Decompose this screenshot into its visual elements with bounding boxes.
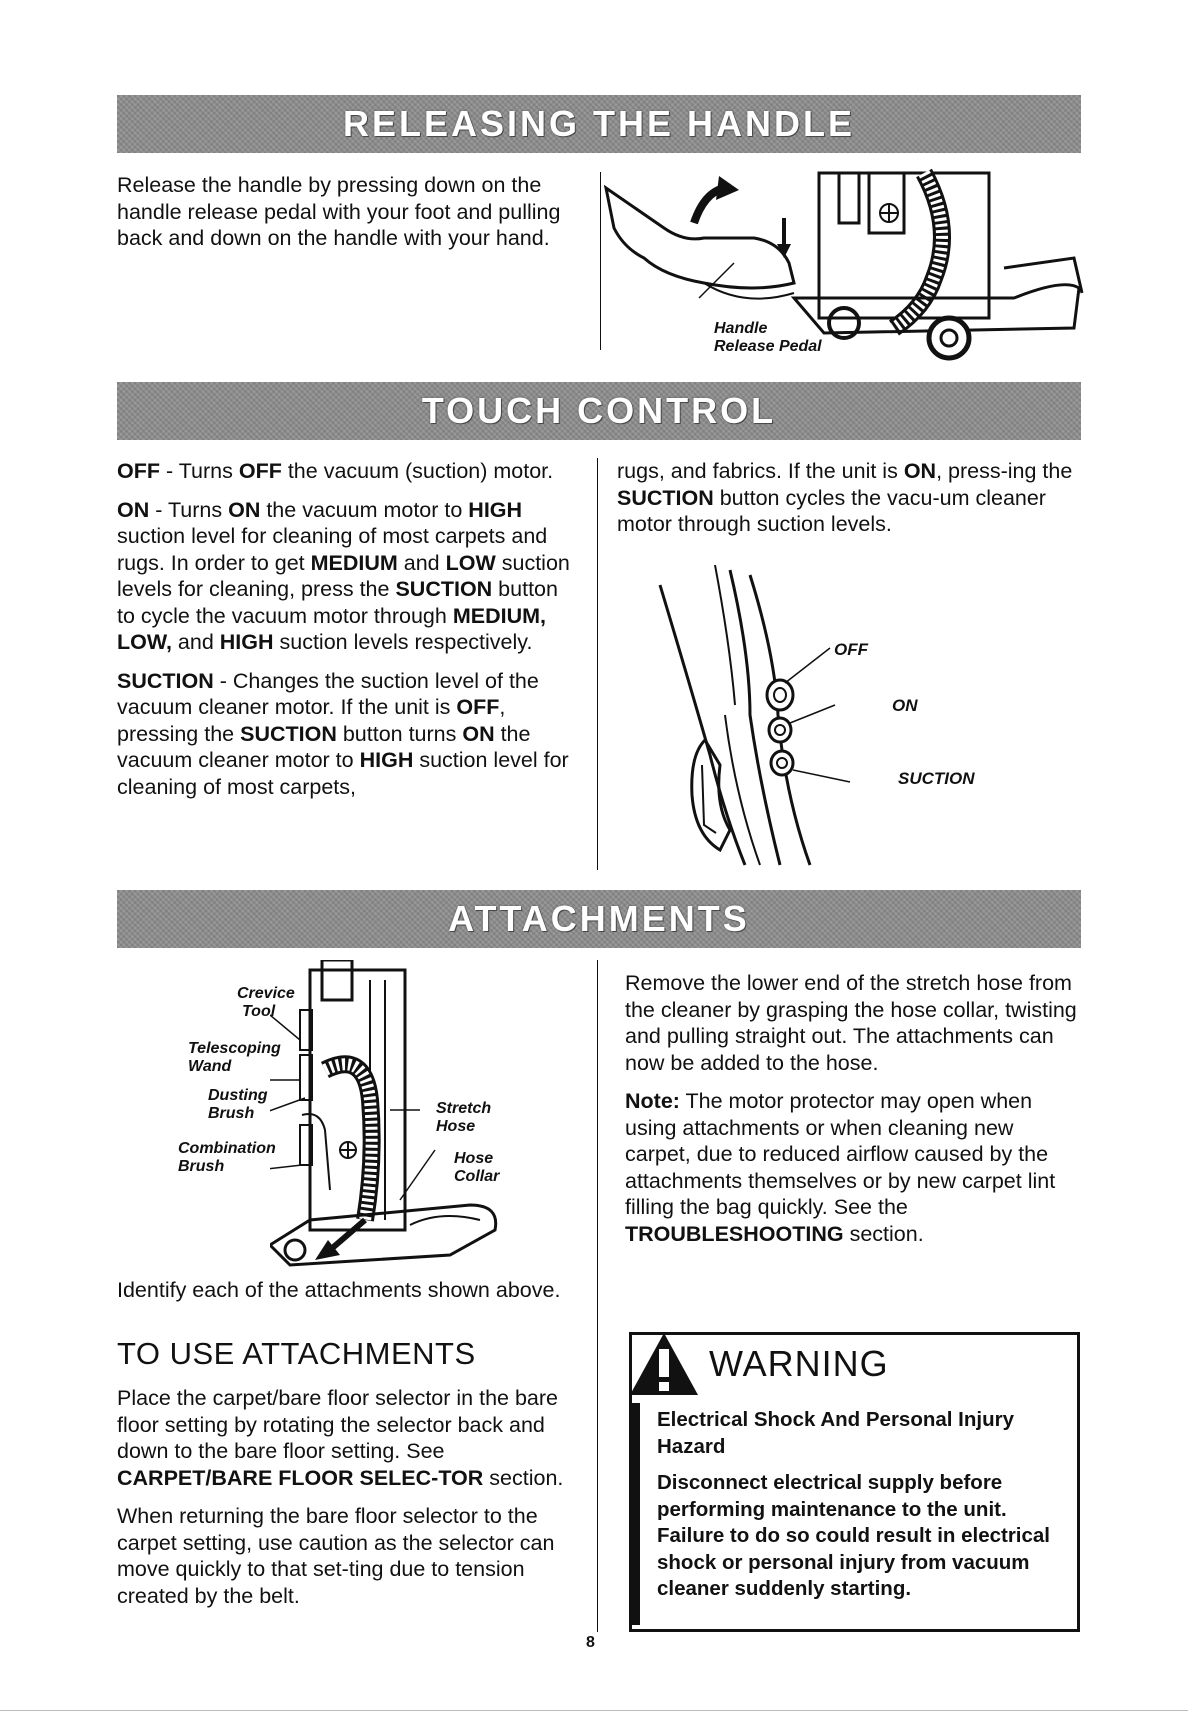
section-title: ATTACHMENTS	[448, 898, 750, 939]
crevice-label-1: Crevice	[237, 985, 295, 1002]
paragraph-off: OFF - Turns OFF the vacuum (suction) motor.	[117, 459, 554, 483]
attachments-right-column	[625, 970, 1080, 1259]
paragraph: Release the handle by pressing down on the handle release pedal with your foot and pulling back and down on the handle with your hand.	[117, 173, 561, 250]
touch-control-illustration	[650, 565, 880, 870]
stretch-hose-label-2: Hose	[436, 1118, 476, 1135]
handle-label-line1: Handle	[714, 320, 768, 337]
column-divider	[597, 458, 598, 870]
section-banner-attachments	[117, 890, 1081, 948]
warning-title: WARNING	[709, 1343, 889, 1384]
crevice-label-2: Tool	[242, 1003, 276, 1020]
hose-collar-label-2: Collar	[454, 1168, 500, 1185]
hose-collar-label-1: Hose	[454, 1150, 494, 1167]
combination-label-1: Combination	[178, 1140, 276, 1157]
section-banner-releasing-handle	[117, 95, 1081, 153]
section-title: RELEASING THE HANDLE	[342, 103, 856, 144]
paragraph-remove-hose: Remove the lower end of the stretch hose from the cleaner by grasping the hose collar, twisting and pulling straight out. The attachments can now be added to the hose.	[625, 971, 1077, 1075]
warning-hazard: Electrical Shock And Personal Injury Hazard	[657, 1408, 1014, 1458]
off-label: OFF	[834, 640, 868, 659]
warning-body	[657, 1407, 1067, 1613]
to-use-attachments-text	[117, 1385, 577, 1621]
releasing-handle-text	[117, 172, 577, 264]
to-use-attachments-heading: TO USE ATTACHMENTS	[117, 1336, 476, 1371]
paragraph: Identify each of the attachments shown above.	[117, 1278, 561, 1302]
identify-text	[117, 1277, 577, 1316]
handle-release-illustration	[604, 168, 1084, 373]
paragraph-suction: SUCTION - Changes the suction level of the vacuum cleaner motor. If the unit is OFF, pressing the SUCTION button turns ON the vacuum cleaner motor to HIGH suction level for cleaning of most carpets,	[117, 668, 569, 799]
warning-instructions: Disconnect electrical supply before performing maintenance to the unit. Failure to do so could result in electrical shock or personal injury from vacuum cleaner suddenly starting.	[657, 1471, 1051, 1600]
paragraph-place-selector: Place the carpet/bare floor selector in the bare floor setting by rotating the selector back and down to the bare floor setting. See CARPET/BARE FLOOR SELEC-TOR section.	[117, 1386, 564, 1490]
warning-side-bar	[632, 1403, 640, 1625]
page-bottom-rule	[0, 1710, 1188, 1711]
dusting-label-1: Dusting	[208, 1087, 268, 1104]
telescoping-label-2: Wand	[188, 1058, 232, 1075]
paragraph-note: Note: The motor protector may open when using attachments or when cleaning new carpet, due to reduced airflow caused by the attachments themselves or by new carpet lint filling the bag quickly. See the TROUBLESHOOTING section.	[625, 1089, 1056, 1246]
dusting-label-2: Brush	[208, 1105, 255, 1122]
section-banner-touch-control	[117, 382, 1081, 440]
stretch-hose-label-1: Stretch	[436, 1100, 492, 1117]
warning-triangle-icon	[628, 1331, 700, 1397]
combination-label-2: Brush	[178, 1158, 225, 1175]
paragraph-returning-selector: When returning the bare floor selector to the carpet setting, use caution as the selector can move quickly to that set-ting due to tension created by the belt.	[117, 1504, 555, 1608]
page-number: 8	[586, 1634, 595, 1651]
telescoping-label-1: Telescoping	[188, 1040, 281, 1057]
paragraph-continued: rugs, and fabrics. If the unit is ON, press-ing the SUCTION button cycles the vacu-um cleaner motor through suction levels.	[617, 459, 1073, 536]
touch-control-left-column	[117, 458, 577, 812]
column-divider	[600, 172, 601, 350]
suction-label: SUCTION	[898, 769, 975, 788]
release-pedal-label: Release Pedal	[714, 338, 822, 355]
touch-control-right-column	[617, 458, 1077, 550]
on-label: ON	[892, 696, 918, 715]
section-title: TOUCH CONTROL	[421, 390, 777, 431]
warning-box	[629, 1332, 1080, 1632]
column-divider	[597, 960, 598, 1632]
paragraph-on: ON - Turns ON the vacuum motor to HIGH suction level for cleaning of most carpets and rugs. In order to get MEDIUM and LOW suction levels for cleaning, press the SUCTION button to cycle the vacuum motor through MEDIUM, LOW, and HIGH suction levels respectively.	[117, 497, 570, 654]
